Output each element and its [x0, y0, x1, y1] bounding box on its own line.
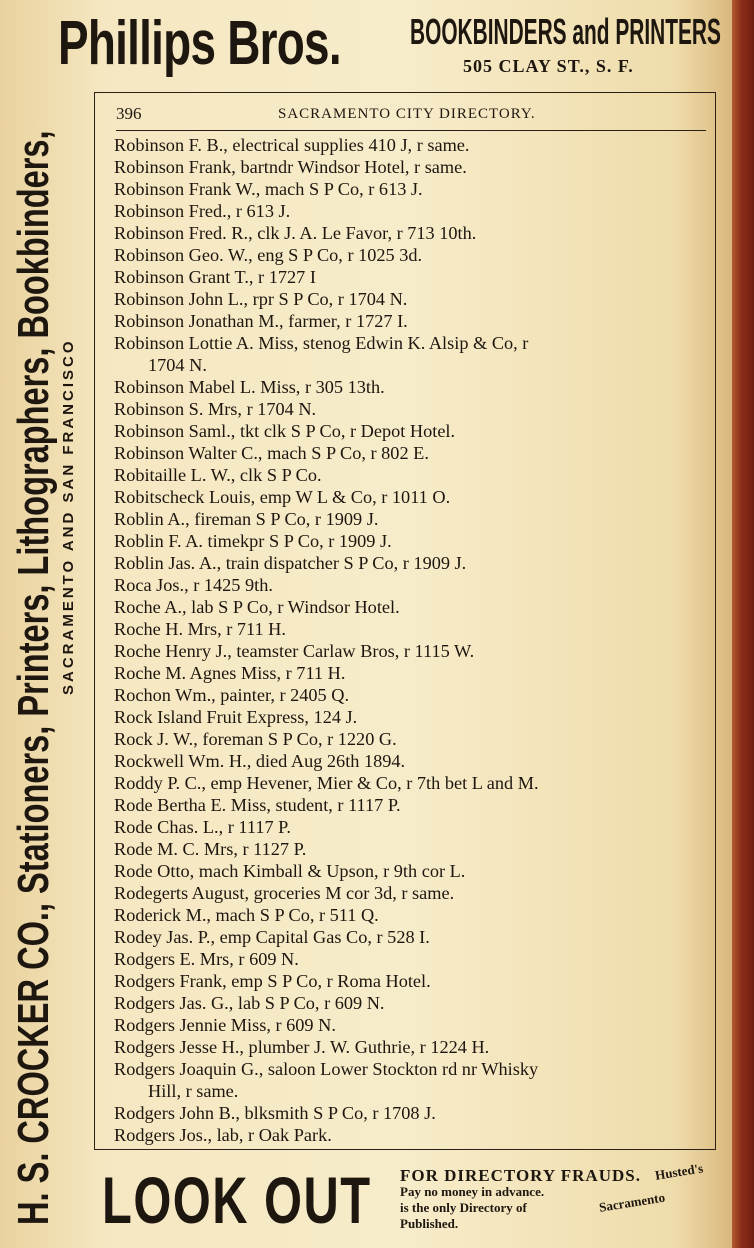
directory-entry	[114, 222, 710, 244]
directory-entries	[114, 134, 710, 1146]
entry-text: Robinson S. Mrs, r 1704 N.	[114, 399, 317, 419]
lookout-headline: LOOK OUT	[102, 1163, 372, 1237]
directory-entry	[114, 816, 710, 838]
entry-text: Robinson Mabel L. Miss, r 305 13th.	[114, 377, 385, 397]
directory-entry	[114, 178, 710, 200]
entry-text: Rodgers Jennie Miss, r 609 N.	[114, 1015, 336, 1035]
entry-text: Robinson Frank W., mach S P Co, r 613 J.	[114, 179, 423, 199]
entry-text: Rochon Wm., painter, r 2405 Q.	[114, 685, 350, 705]
entry-continuation: 1704 N.	[148, 355, 207, 375]
directory-entry	[114, 1124, 710, 1146]
directory-entry	[114, 1102, 710, 1124]
directory-entry	[114, 574, 710, 596]
directory-entry	[114, 728, 710, 750]
directory-entry	[114, 1014, 710, 1036]
directory-entry	[114, 244, 710, 266]
directory-entry	[114, 596, 710, 618]
directory-entry	[114, 926, 710, 948]
directory-entry	[114, 442, 710, 464]
entry-text: Roddy P. C., emp Hevener, Mier & Co, r 7th bet L and M.	[114, 773, 539, 793]
entry-text: Rodgers E. Mrs, r 609 N.	[114, 949, 299, 969]
directory-entry	[114, 618, 710, 640]
directory-entry	[114, 486, 710, 508]
fraud-line-2: is the only Directory of	[400, 1200, 527, 1215]
directory-entry	[114, 552, 710, 574]
entry-text: Rode Chas. L., r 1117 P.	[114, 817, 291, 837]
directory-entry	[114, 860, 710, 882]
directory-entry	[114, 398, 710, 420]
entry-text: Rodey Jas. P., emp Capital Gas Co, r 528 I.	[114, 927, 430, 947]
directory-entry	[114, 838, 710, 860]
entry-text: Robinson Lottie A. Miss, stenog Edwin K. Alsip & Co, r	[114, 333, 529, 353]
directory-entry	[114, 794, 710, 816]
ad-address: 505 CLAY ST., S. F.	[463, 56, 634, 76]
directory-entry	[114, 332, 710, 376]
directory-entry	[114, 684, 710, 706]
bottom-advertisement	[0, 1152, 734, 1248]
entry-text: Roblin F. A. timekpr S P Co, r 1909 J.	[114, 531, 392, 551]
directory-entry	[114, 706, 710, 728]
directory-entry	[114, 750, 710, 772]
side-advertisement	[8, 85, 88, 1225]
entry-text: Robinson Grant T., r 1727 I	[114, 267, 316, 287]
entry-text: Rodgers Frank, emp S P Co, r Roma Hotel.	[114, 971, 431, 991]
page-number: 396	[116, 104, 142, 123]
entry-text: Roblin Jas. A., train dispatcher S P Co, r 1909 J.	[114, 553, 467, 573]
page-header	[116, 100, 702, 128]
entry-text: Rodgers John B., blksmith S P Co, r 1708 J.	[114, 1103, 436, 1123]
directory-entry	[114, 156, 710, 178]
directory-entry	[114, 200, 710, 222]
fraud-line-1: Pay no money in advance.	[400, 1184, 545, 1199]
entry-text: Robinson Geo. W., eng S P Co, r 1025 3d.	[114, 245, 423, 265]
entry-text: Rodgers Jos., lab, r Oak Park.	[114, 1125, 332, 1145]
entry-text: Rodgers Jas. G., lab S P Co, r 609 N.	[114, 993, 385, 1013]
directory-entry	[114, 134, 710, 156]
entry-text: Robinson Fred., r 613 J.	[114, 201, 291, 221]
entry-text: Robinson Fred. R., clk J. A. Le Favor, r 713 10th.	[114, 223, 477, 243]
entry-text: Roderick M., mach S P Co, r 511 Q.	[114, 905, 379, 925]
entry-text: Roche M. Agnes Miss, r 711 H.	[114, 663, 346, 683]
directory-entry	[114, 1058, 710, 1102]
side-ad-main: H. S. CROCKER CO., Stationers, Printers, Lithographers, Bookbinders,	[9, 130, 58, 1225]
ad-tagline: BOOKBINDERS and PRINTERS	[410, 11, 721, 52]
entry-text: Rodegerts August, groceries M cor 3d, r same.	[114, 883, 455, 903]
fraud-title: FOR DIRECTORY FRAUDS.	[400, 1166, 641, 1185]
top-advertisement	[0, 0, 734, 88]
entry-text: Roche A., lab S P Co, r Windsor Hotel.	[114, 597, 400, 617]
directory-entry	[114, 420, 710, 442]
entry-text: Rode M. C. Mrs, r 1127 P.	[114, 839, 307, 859]
fraud-line-3: Published.	[400, 1216, 459, 1231]
directory-entry	[114, 376, 710, 398]
directory-entry	[114, 882, 710, 904]
side-ad-sub: SACRAMENTO AND SAN FRANCISCO	[60, 338, 77, 695]
directory-entry	[114, 948, 710, 970]
entry-text: Robinson Saml., tkt clk S P Co, r Depot Hotel.	[114, 421, 456, 441]
entry-text: Robitscheck Louis, emp W L & Co, r 1011 O.	[114, 487, 451, 507]
entry-text: Robinson Frank, bartndr Windsor Hotel, r same.	[114, 157, 467, 177]
entry-text: Roblin A., fireman S P Co, r 1909 J.	[114, 509, 379, 529]
directory-entry	[114, 508, 710, 530]
directory-entry	[114, 904, 710, 926]
entry-text: Roca Jos., r 1425 9th.	[114, 575, 273, 595]
header-rule	[116, 130, 706, 131]
entry-text: Robitaille L. W., clk S P Co.	[114, 465, 322, 485]
directory-entry	[114, 662, 710, 684]
entry-text: Roche Henry J., teamster Carlaw Bros, r 1115 W.	[114, 641, 475, 661]
directory-entry	[114, 530, 710, 552]
directory-entry	[114, 288, 710, 310]
ad-brand-name: Phillips Bros.	[58, 9, 341, 78]
publisher-city: Sacramento	[598, 1189, 666, 1215]
directory-entry	[114, 266, 710, 288]
directory-entry	[114, 310, 710, 332]
entry-text: Rodgers Joaquin G., saloon Lower Stockton rd nr Whisky	[114, 1059, 539, 1079]
entry-text: Rode Bertha E. Miss, student, r 1117 P.	[114, 795, 401, 815]
directory-entry	[114, 992, 710, 1014]
directory-entry	[114, 970, 710, 992]
directory-entry	[114, 772, 710, 794]
entry-continuation: Hill, r same.	[148, 1081, 239, 1101]
directory-entry	[114, 464, 710, 486]
book-edge	[732, 0, 754, 1248]
entry-text: Roche H. Mrs, r 711 H.	[114, 619, 286, 639]
directory-entry	[114, 1036, 710, 1058]
entry-text: Rode Otto, mach Kimball & Upson, r 9th cor L.	[114, 861, 466, 881]
entry-text: Robinson John L., rpr S P Co, r 1704 N.	[114, 289, 408, 309]
directory-entry	[114, 640, 710, 662]
publisher-name: Husted's	[654, 1160, 705, 1183]
entry-text: Rockwell Wm. H., died Aug 26th 1894.	[114, 751, 406, 771]
entry-text: Robinson Jonathan M., farmer, r 1727 I.	[114, 311, 408, 331]
entry-text: Robinson F. B., electrical supplies 410 J, r same.	[114, 135, 470, 155]
page-title: SACRAMENTO CITY DIRECTORY.	[278, 106, 536, 122]
entry-text: Rock J. W., foreman S P Co, r 1220 G.	[114, 729, 397, 749]
entry-text: Rock Island Fruit Express, 124 J.	[114, 707, 358, 727]
entry-text: Robinson Walter C., mach S P Co, r 802 E.	[114, 443, 429, 463]
entry-text: Rodgers Jesse H., plumber J. W. Guthrie, r 1224 H.	[114, 1037, 490, 1057]
